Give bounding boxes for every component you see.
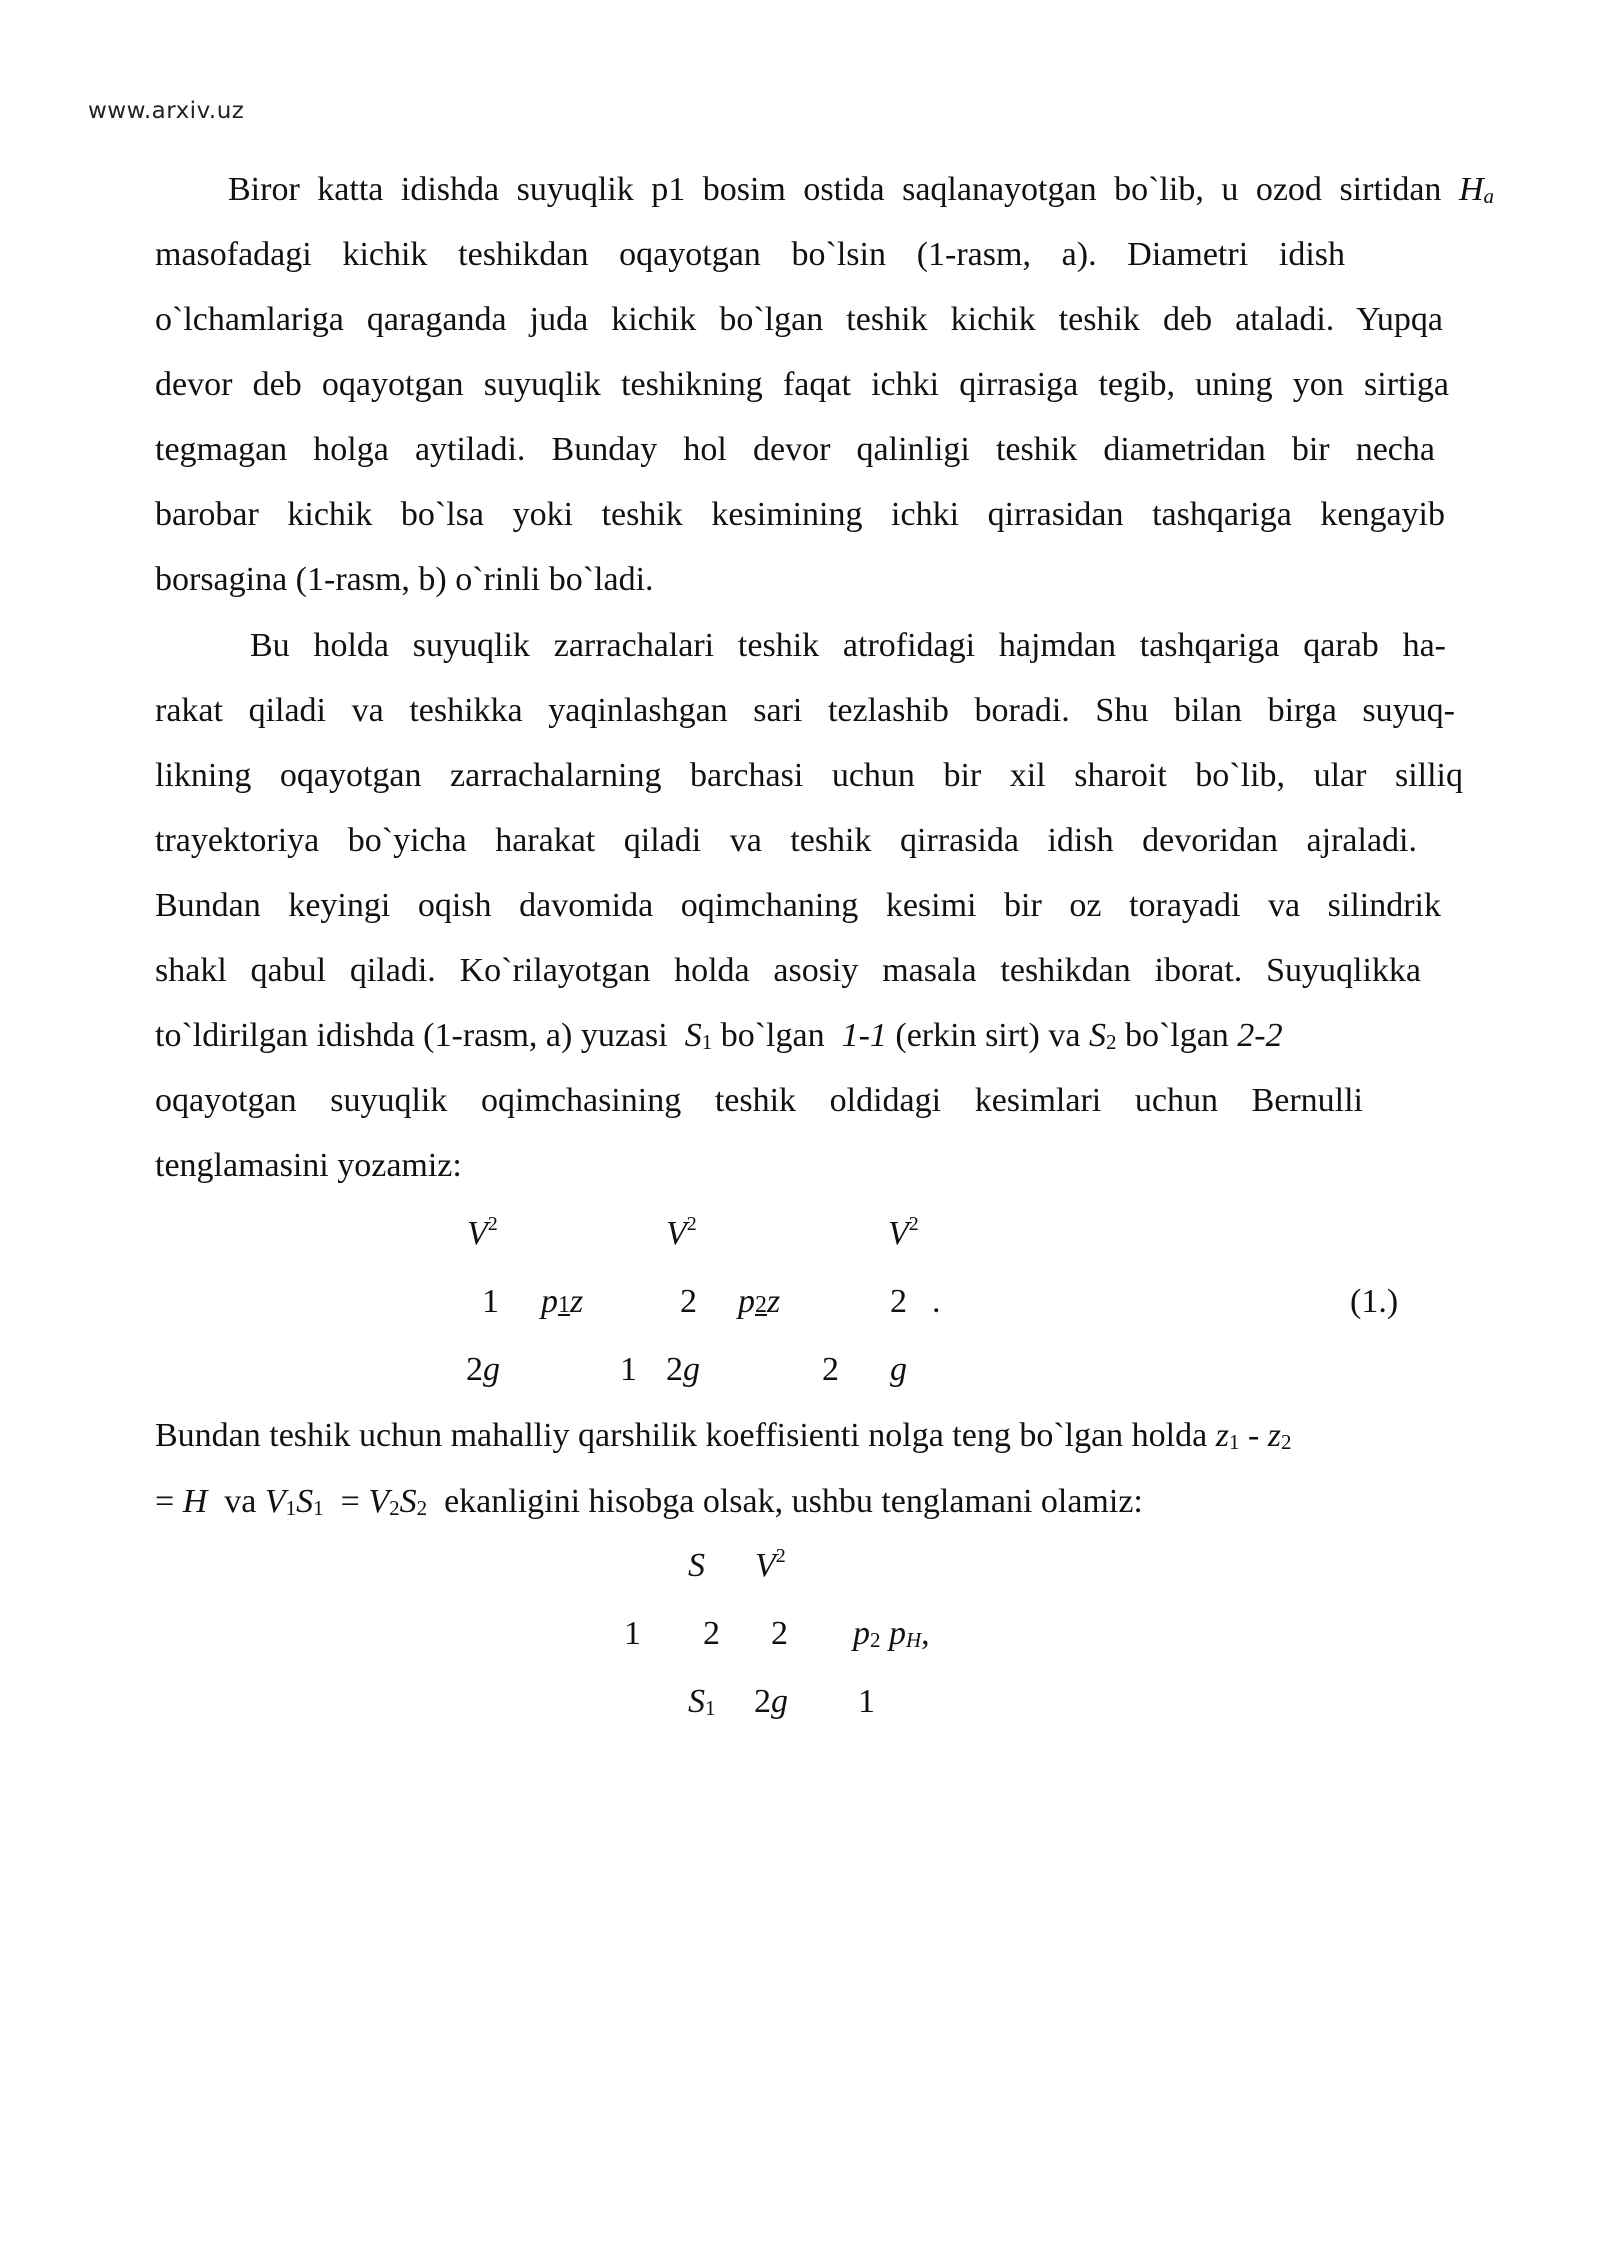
- paragraph-2-line-1: Bu holda suyuqlik zarrachalari teshik atrofidagi hajmdan tashqariga qarab ha-: [250, 627, 1446, 664]
- paragraph-2-line-7: to`ldirilgan idishda (1-rasm, a) yuzasi $S_1$ bo`lgan 1-1 (erkin sirt) va $S_2$ bo`lgan 2-2: [155, 1017, 1283, 1054]
- equation-1-number: (1.): [1350, 1283, 1399, 1320]
- paragraph-1-line-1: Biror katta idishda suyuqlik p1 bosim ostida saqlanayotgan bo`lib, u ozod sirtidan $H_a$: [228, 171, 1495, 208]
- var-s1: S: [684, 1017, 702, 1054]
- var-s2: S: [1088, 1017, 1106, 1054]
- paragraph-1-line-6: barobar kichik bo`lsa yoki teshik kesimining ichki qirrasidan tashqariga kengayib: [155, 496, 1445, 533]
- paragraph-2-line-9: tenglamasini yozamiz:: [155, 1147, 462, 1184]
- section-2-2: 2-2: [1237, 1017, 1283, 1054]
- paragraph-3-line-1: Bundan teshik uchun mahalliy qarshilik koeffisienti nolga teng bo`lgan holda $z_1 - z_2$: [155, 1417, 1292, 1454]
- paragraph-2-line-8: oqayotgan suyuqlik oqimchasining teshik oldidagi kesimlari uchun Bernulli: [155, 1082, 1363, 1119]
- var-h: H: [1458, 171, 1484, 208]
- p1-text: Biror katta idishda suyuqlik p1 bosim ostida saqlanayotgan bo`lib, u ozod sirtidan: [228, 171, 1442, 208]
- paragraph-1-line-5: tegmagan holga aytiladi. Bunday hol devor qalinligi teshik diametridan bir necha: [155, 431, 1435, 468]
- paragraph-1-line-2: masofadagi kichik teshikdan oqayotgan bo`lsin (1-rasm, a). Diametri idish: [155, 236, 1345, 273]
- paragraph-1-line-3: o`lchamlariga qaraganda juda kichik bo`lgan teshik kichik teshik deb ataladi. Yupqa: [155, 301, 1443, 338]
- site-watermark: www.arxiv.uz: [88, 98, 245, 124]
- paragraph-1-line-7: borsagina (1-rasm, b) o`rinli bo`ladi.: [155, 561, 654, 598]
- paragraph-2-line-2: rakat qiladi va teshikka yaqinlashgan sari tezlashib boradi. Shu bilan birga suyuq-: [155, 692, 1455, 729]
- paragraph-2-line-5: Bundan keyingi oqish davomida oqimchaning kesimi bir oz torayadi va silindrik: [155, 887, 1441, 924]
- paragraph-2-line-6: shakl qabul qiladi. Ko`rilayotgan holda asosiy masala teshikdan iborat. Suyuqlikka: [155, 952, 1421, 989]
- paragraph-2-line-3: likning oqayotgan zarrachalarning barchasi uchun bir xil sharoit bo`lib, ular silliq: [155, 757, 1463, 794]
- paragraph-3-line-2: = H va $V_1S_1 = V_2S_2$ ekanligini hisobga olsak, ushbu tenglamani olamiz:: [155, 1483, 1143, 1520]
- section-1-1: 1-1: [841, 1017, 887, 1054]
- paragraph-1-line-4: devor deb oqayotgan suyuqlik teshikning faqat ichki qirrasiga tegib, uning yon sirtiga: [155, 366, 1449, 403]
- paragraph-2-line-4: trayektoriya bo`yicha harakat qiladi va teshik qirrasida idish devoridan ajraladi.: [155, 822, 1417, 859]
